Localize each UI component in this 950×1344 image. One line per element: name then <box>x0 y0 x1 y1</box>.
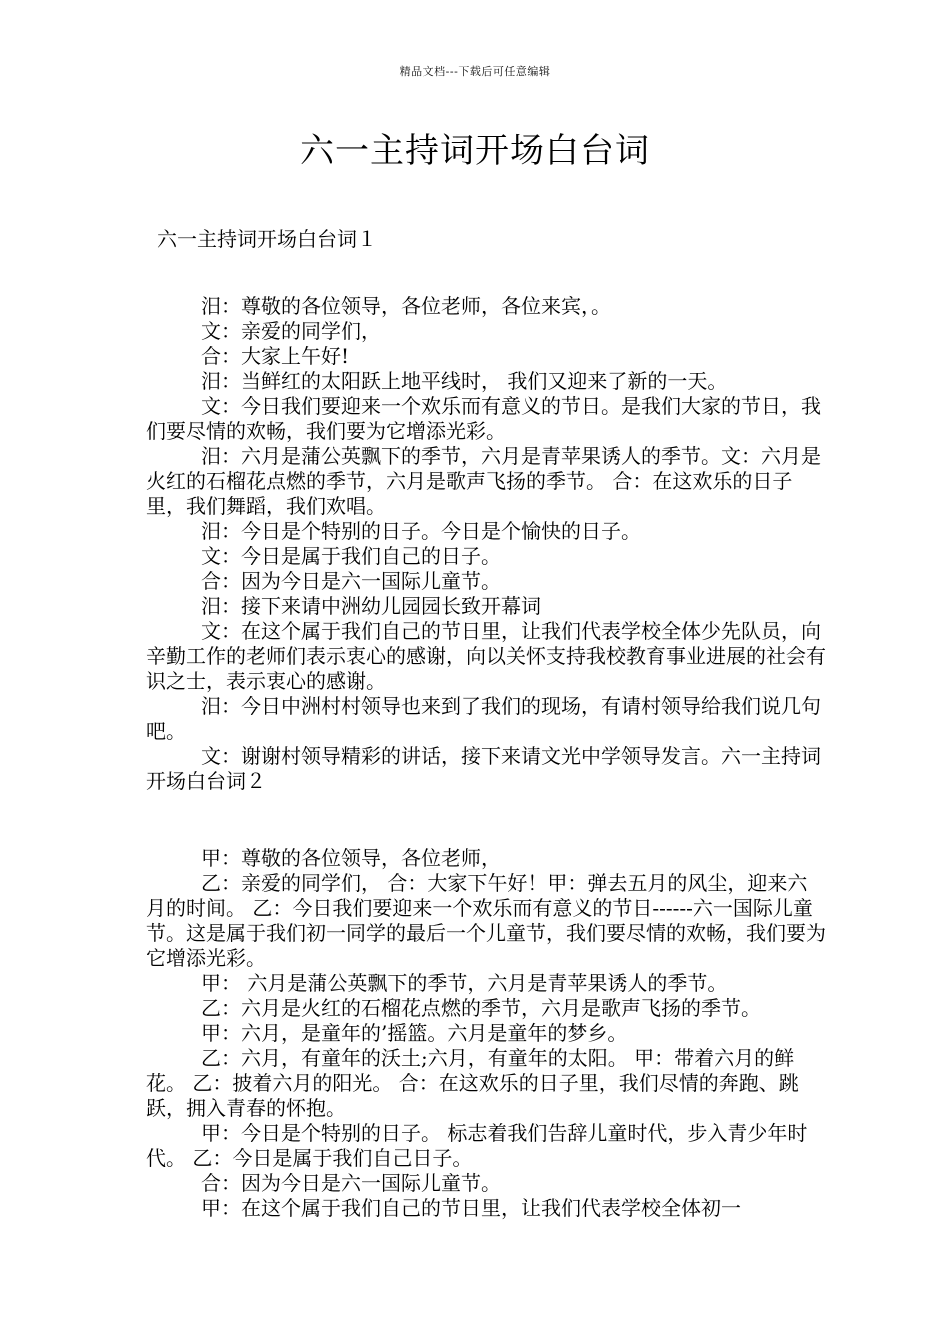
paragraph: 乙：六月是火红的石榴花点燃的季节，六月是歌声飞扬的季节。 <box>201 996 761 1020</box>
dialogue-block-1 <box>146 294 826 794</box>
paragraph: 乙：六月，有童年的沃土;六月，有童年的太阳。 甲：带着六月的鲜花。 乙：披着六月的阳光。 合：在这欢乐的日子里，我们尽情的奔跑、跳跃，拥入青春的怀抱。 <box>146 1046 799 1120</box>
paragraph: 甲：六月，是童年的’摇篮。六月是童年的梦乡。 <box>201 1021 628 1045</box>
section-title-1: 六一主持词开场白台词１ <box>157 227 377 251</box>
paragraph: 合：因为今日是六一国际儿童节。 <box>201 1171 501 1195</box>
document-title: 六一主持词开场白台词 <box>300 131 650 171</box>
paragraph: 汨：今日中洲村村领导也来到了我们的现场，有请村领导给我们说几句吧。 <box>146 694 821 743</box>
paragraph: 汨：尊敬的各位领导，各位老师，各位来宾，。 <box>201 294 611 318</box>
page-header: 精品文档---下载后可任意编辑 <box>399 65 551 78</box>
paragraph: 合：因为今日是六一国际儿童节。 <box>201 569 501 593</box>
paragraph: 文：谢谢村领导精彩的讲话，接下来请文光中学领导发言。六一主持词开场白台词２ <box>146 744 821 793</box>
paragraph: 乙：亲爱的同学们， 合：大家下午好！甲：弹去五月的风尘，迎来六月的时间。 乙：今日我们要迎来一个欢乐而有意义的节日------六一国际儿童节。这是属于我们初一同学的最后一个儿童节，我们要尽情的欢畅，我们要为它增添光彩。 <box>146 871 826 970</box>
paragraph: 汨：今日是个特别的日子。今日是个愉快的日子。 <box>201 519 641 543</box>
paragraph: 甲：今日是个特别的日子。 标志着我们告辞儿童时代，步入青少年时代。 乙：今日是属于我们自己日子。 <box>146 1121 808 1170</box>
paragraph: 文：亲爱的同学们， <box>201 319 381 343</box>
paragraph: 甲：在这个属于我们自己的节日里，让我们代表学校全体初一 <box>201 1196 741 1220</box>
paragraph: 文：今日我们要迎来一个欢乐而有意义的节日。是我们大家的节日，我们要尽情的欢畅，我们要为它增添光彩。 <box>146 394 821 443</box>
paragraph: 汨：六月是蒲公英飘下的季节，六月是青苹果诱人的季节。文：六月是火红的石榴花点燃的季节，六月是歌声飞扬的季节。 合：在这欢乐的日子里，我们舞蹈，我们欢唱。 <box>146 444 821 518</box>
paragraph: 汨：当鲜红的太阳跃上地平线时， 我们又迎来了新的一天。 <box>201 369 728 393</box>
paragraph: 文：今日是属于我们自己的日子。 <box>201 544 501 568</box>
dialogue-block-2 <box>146 846 826 1221</box>
paragraph: 甲：尊敬的各位领导，各位老师， <box>201 846 501 870</box>
paragraph: 汨：接下来请中洲幼儿园园长致开幕词 <box>201 594 541 618</box>
paragraph: 甲： 六月是蒲公英飘下的季节，六月是青苹果诱人的季节。 <box>201 971 728 995</box>
paragraph: 合：大家上午好! <box>201 344 350 368</box>
paragraph: 文：在这个属于我们自己的节日里，让我们代表学校全体少先队员，向辛勤工作的老师们表示衷心的感谢，向以关怀支持我校教育事业进展的社会有识之士，表示衷心的感谢。 <box>146 619 826 693</box>
